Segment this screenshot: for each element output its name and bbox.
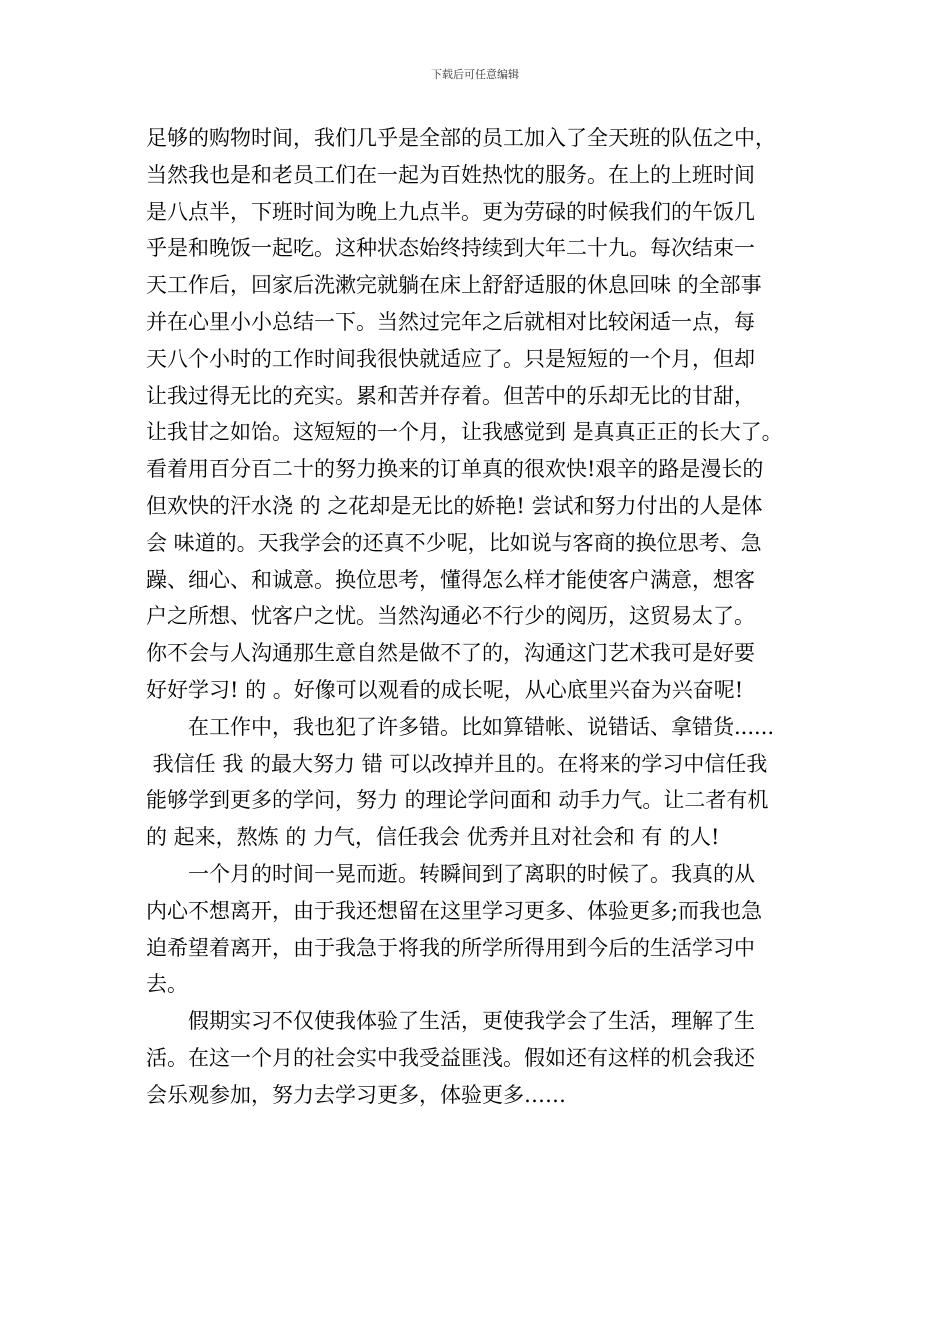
text-line: 好好学习! 的 。好像可以观看的成长呢，从心底里兴奋为兴奋呢! bbox=[146, 677, 744, 702]
text-line: 的 起来，熬炼 的 力气，信任我会 优秀并且对社会和 有 的人! bbox=[146, 825, 720, 850]
text-line: 并在心里小小总结一下。当然过完年之后就相对比较闲适一点，每 bbox=[146, 309, 755, 334]
text-line: 内心不想离开，由于我还想留在这里学习更多、体验更多;而我也急 bbox=[146, 898, 763, 923]
text-line: 会乐观参加，努力去学习更多，体验更多…… bbox=[146, 1082, 566, 1107]
text-line: 天八个小时的工作时间我很快就适应了。只是短短的一个月，但却 bbox=[146, 346, 755, 371]
text-line: 户之所想、忧客户之忧。当然沟通必不行少的阅历，这贸易太了。 bbox=[146, 604, 755, 629]
text-line: 迫希望着离开，由于我急于将我的所学所得用到今后的生活学习中 bbox=[146, 935, 755, 960]
text-line: 天工作后，回家后洗漱完就躺在床上舒舒适服的休息回味 的全部事 bbox=[146, 273, 762, 298]
text-line: 假期实习不仅使我体验了生活，更使我学会了生活，理解了生 bbox=[188, 1009, 755, 1034]
text-line: 让我过得无比的充实。累和苦并存着。但苦中的乐却无比的甘甜， bbox=[146, 383, 755, 408]
text-line: 躁、细心、和诚意。换位思考，懂得怎么样才能使客户满意，想客 bbox=[146, 567, 755, 592]
page-header: 下载后可任意编辑 bbox=[431, 68, 519, 81]
text-line: 会 味道的。天我学会的还真不少呢，比如说与客商的换位思考、急 bbox=[146, 530, 762, 555]
text-line: 乎是和晚饭一起吃。这种状态始终持续到大年二十九。每次结束一 bbox=[146, 236, 755, 261]
text-line: 当然我也是和老员工们在一起为百姓热忱的服务。在上的上班时间 bbox=[146, 162, 755, 187]
text-line: 在工作中，我也犯了许多错。比如算错帐、说错话、拿错货...... bbox=[188, 714, 775, 739]
text-line: 能够学到更多的学问，努力 的理论学问面和 动手力气。让二者有机 bbox=[146, 788, 769, 813]
text-line: 你不会与人沟通那生意自然是做不了的，沟通这门艺术我可是好要 bbox=[146, 641, 755, 666]
document-body bbox=[146, 120, 826, 1114]
text-line: 看着用百分百二十的努力换来的订单真的很欢快!艰辛的路是漫长的 bbox=[146, 457, 764, 482]
text-line: 让我甘之如饴。这短短的一个月，让我感觉到 是真真正正的长大了。 bbox=[146, 420, 783, 445]
text-line: 但欢快的汗水浇 的 之花却是无比的娇艳! 尝试和努力付出的人是体 bbox=[146, 493, 763, 518]
text-line: 是八点半，下班时间为晚上九点半。更为劳碌的时候我们的午饭几 bbox=[146, 199, 755, 224]
text-line: 活。在这一个月的社会实中我受益匪浅。假如还有这样的机会我还 bbox=[146, 1045, 755, 1070]
text-line: 我信任 我 的最大努力 错 可以改掉并且的。在将来的学习中信任我 bbox=[146, 751, 768, 776]
text-line: 去。 bbox=[146, 972, 188, 997]
text-line: 足够的购物时间，我们几乎是全部的员工加入了全天班的队伍之中， bbox=[146, 126, 776, 150]
text-line: 一个月的时间一晃而逝。转瞬间到了离职的时候了。我真的从 bbox=[188, 861, 755, 886]
